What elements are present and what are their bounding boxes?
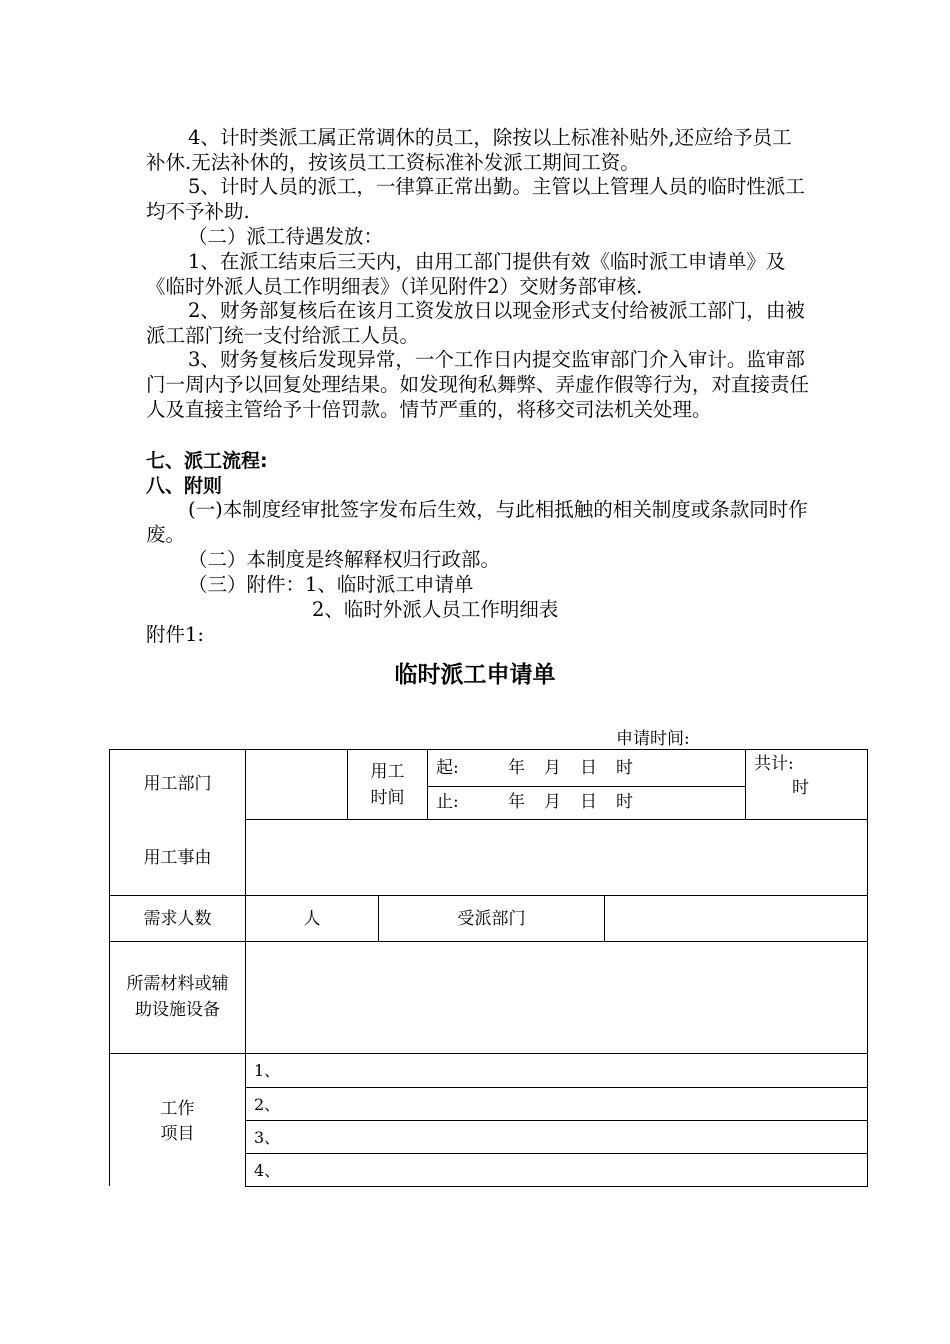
total-label: 共计: — [754, 754, 794, 774]
paragraph-appendix-3: （三）附件：1、临时派工申请单 — [188, 573, 474, 596]
reason-label: 用工事由 — [143, 848, 212, 868]
attachment-label: 附件1: — [146, 623, 204, 646]
work-item-3: 3、 — [254, 1128, 281, 1147]
table-line-work3 — [245, 1153, 868, 1154]
work-label-line1: 工作 — [160, 1099, 195, 1119]
paragraph-appendix-1: (一)本制度经审批签字发布后生效，与此相抵触的相关制度或条款同时作废。 — [146, 498, 808, 546]
table-border-right — [867, 749, 868, 1187]
table-line-row3 — [109, 941, 868, 942]
assigned-dept-label: 受派部门 — [457, 909, 526, 929]
paragraph-payment-2: 2、财务部复核后在该月工资发放日以现金形式支付给被派工部门，由被派工部门统一支付给派工人员。 — [146, 299, 805, 347]
paragraph-subheading-2: （二）派工待遇发放： — [188, 225, 384, 248]
table-border-top — [109, 749, 868, 750]
paragraph-payment-3: 3、财务复核后发现异常，一个工作日内提交监审部门介入审计。监审部门一周内予以回复处理结果。如发现徇私舞弊、弄虚作假等行为，对直接责任人及直接主管给予十倍罚款。情节严重的，将移交司法机关处理。 — [146, 348, 810, 421]
table-line-work4 — [245, 1186, 868, 1187]
form-title: 临时派工申请单 — [394, 662, 556, 688]
paragraph-appendix-3b: 2、临时外派人员工作明细表 — [312, 598, 559, 621]
table-line-work1 — [245, 1087, 868, 1088]
apply-time-label: 申请时间: — [616, 729, 690, 749]
start-date-units: 年 月 日 时 — [508, 758, 634, 778]
dept-label: 用工部门 — [143, 774, 212, 794]
table-line-time-split — [427, 786, 745, 787]
table-line-col3 — [427, 749, 428, 819]
table-line-col4 — [745, 749, 746, 819]
time-label-line2: 时间 — [370, 788, 405, 808]
work-item-4: 4、 — [254, 1161, 281, 1180]
table-line-col6 — [604, 895, 605, 941]
paragraph-payment-1: 1、在派工结束后三天内，由用工部门提供有效《临时派工申请单》及《临时外派人员工作明细表》（详见附件2）交财务部审核. — [146, 250, 786, 298]
table-line-row2 — [109, 895, 868, 896]
section-heading-7: 七、派工流程: — [146, 450, 268, 472]
end-date-units: 年 月 日 时 — [508, 792, 634, 812]
paragraph-4: 4、计时类派工属正常调休的员工，除按以上标准补贴外,还应给予员工补休.无法补休的，按该员工工资标准补发派工期间工资。 — [146, 126, 792, 174]
work-label-line2: 项目 — [160, 1124, 195, 1144]
start-label: 起: — [436, 758, 459, 778]
end-label: 止: — [436, 792, 459, 812]
time-label-line1: 用工 — [370, 762, 405, 782]
table-line-col1 — [245, 749, 246, 1187]
work-item-1: 1、 — [254, 1061, 281, 1080]
materials-label-line2: 助设施设备 — [135, 1000, 220, 1020]
materials-label-line1: 所需材料或辅 — [126, 974, 229, 994]
headcount-label: 需求人数 — [143, 909, 212, 929]
section-heading-8: 八、附则 — [146, 475, 223, 497]
table-line-row4 — [109, 1053, 868, 1054]
table-line-work2 — [245, 1120, 868, 1121]
paragraph-appendix-2: （二）本制度是终解释权归行政部。 — [188, 548, 501, 571]
person-unit: 人 — [303, 909, 321, 929]
total-unit: 时 — [792, 778, 809, 798]
table-line-row1 — [245, 819, 868, 820]
work-item-2: 2、 — [254, 1095, 281, 1114]
paragraph-5: 5、计时人员的派工，一律算正常出勤。主管以上管理人员的临时性派工均不予补助. — [146, 175, 805, 223]
